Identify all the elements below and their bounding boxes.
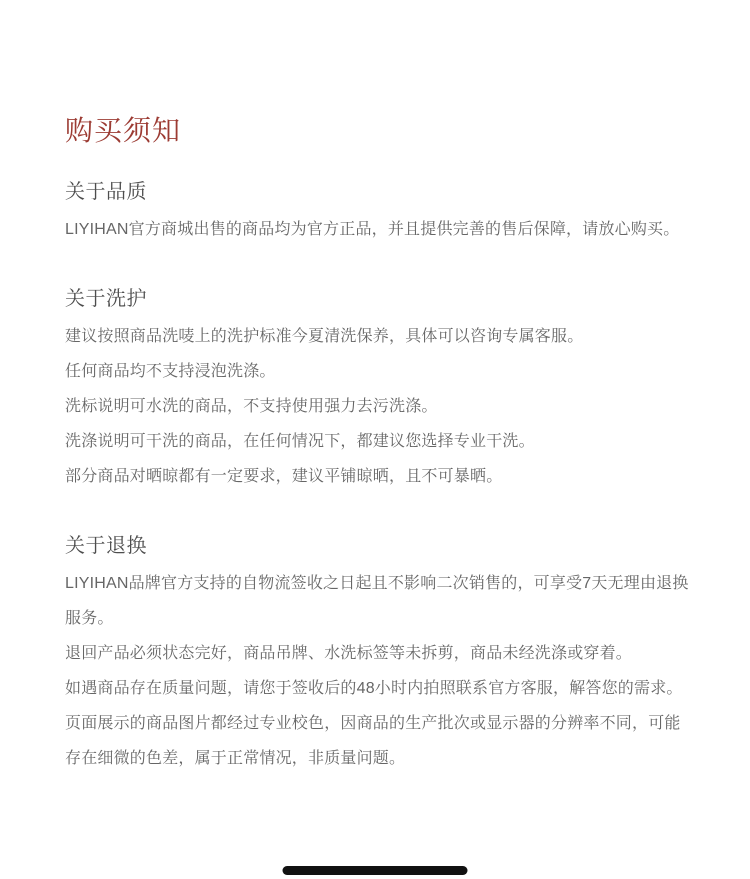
care-paragraph: 部分商品对晒晾都有一定要求，建议平铺晾晒，且不可暴晒。 (65, 468, 503, 485)
section-quality (65, 182, 692, 247)
care-paragraph: 洗涤说明可干洗的商品，在任何情况下，都建议您选择专业干洗。 (65, 433, 535, 450)
home-indicator-bar[interactable] (283, 866, 468, 875)
returns-paragraph: 页面展示的商品图片都经过专业校色，因商品的生产批次或显示器的分辨率不同，可能存在细微的色差，属于正常情况，非质量问题。 (65, 715, 681, 767)
returns-paragraph: LIYIHAN品牌官方支持的自物流签收之日起且不影响二次销售的，可享受7天无理由退换服务。 (65, 575, 689, 627)
quality-paragraph: LIYIHAN官方商城出售的商品均为官方正品，并且提供完善的售后保障，请放心购买。 (65, 221, 680, 238)
section-returns (65, 536, 692, 776)
section-heading-quality: 关于品质 (65, 181, 147, 203)
returns-paragraph: 退回产品必须状态完好，商品吊牌、水洗标签等未拆剪，商品未经洗涤或穿着。 (65, 645, 633, 662)
page-title: 购买须知 (65, 115, 182, 146)
section-heading-returns: 关于退换 (65, 535, 147, 557)
returns-paragraph: 如遇商品存在质量问题，请您于签收后的48小时内拍照联系官方客服，解答您的需求。 (65, 680, 683, 697)
care-paragraph: 洗标说明可水洗的商品，不支持使用强力去污洗涤。 (65, 398, 438, 415)
care-paragraph: 任何商品均不支持浸泡洗涤。 (65, 363, 276, 380)
care-paragraph: 建议按照商品洗唛上的洗护标准今夏清洗保养，具体可以咨询专属客服。 (65, 328, 584, 345)
section-heading-care: 关于洗护 (65, 288, 147, 310)
section-care (65, 289, 692, 494)
